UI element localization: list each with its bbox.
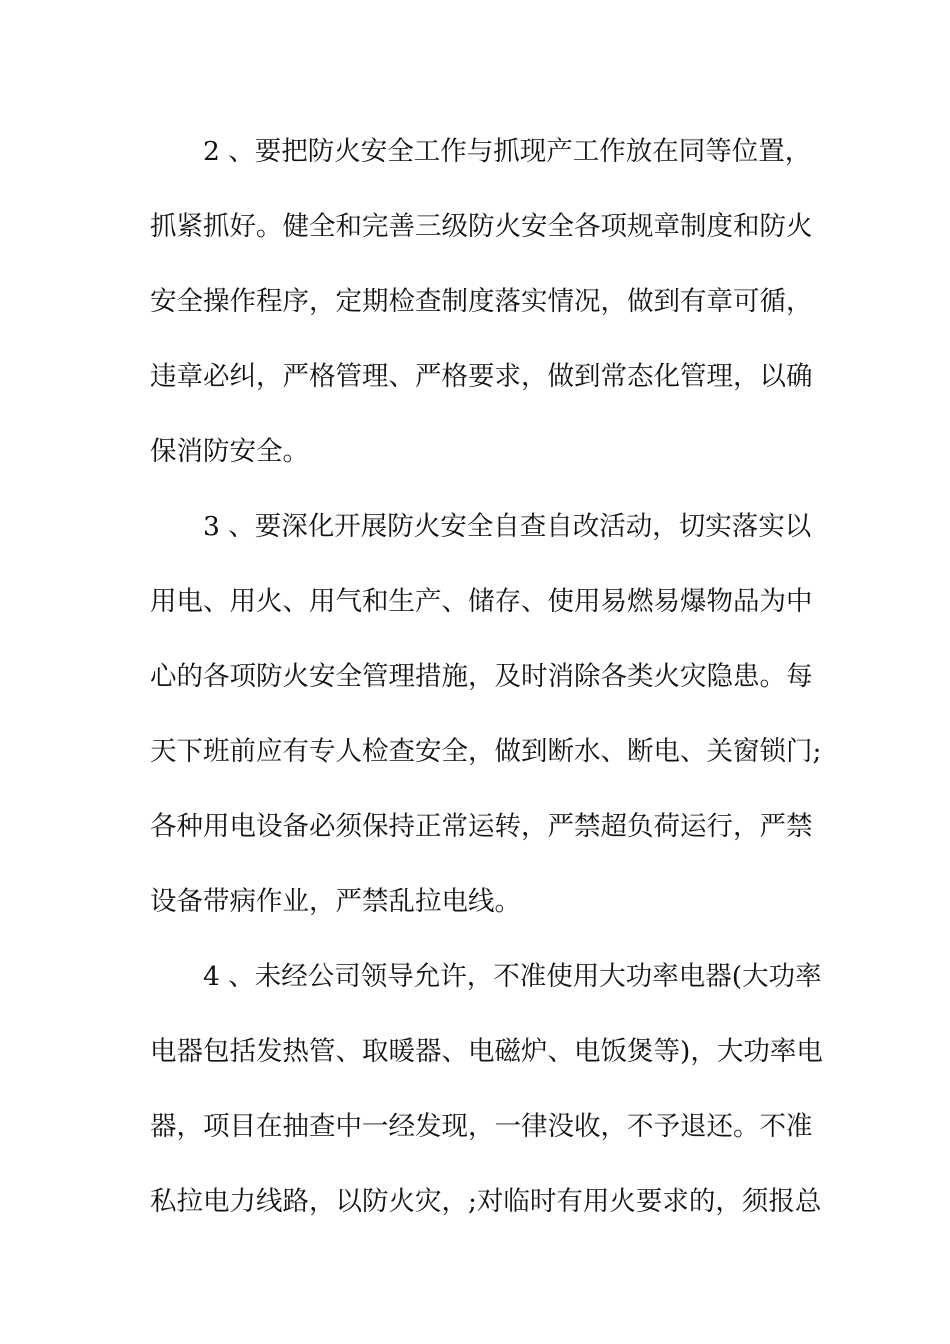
paragraph-2-line-4: 违章必纠，严格管理、严格要求，做到常态化管理，以确	[150, 361, 813, 392]
paragraph-3-line-3: 心的各项防火安全管理措施，及时消除各类火灾隐患。每	[150, 661, 813, 692]
paragraph-3-line-4: 天下班前应有专人检查安全，做到断水、断电、关窗锁门;	[150, 736, 822, 767]
paragraph-4-line-3: 器，项目在抽查中一经发现，一律没收，不予退还。不准	[150, 1111, 813, 1142]
paragraph-2-line-3: 安全操作程序，定期检查制度落实情况，做到有章可循，	[150, 286, 813, 317]
paragraph-4-line-4: 私拉电力线路，以防火灾，;对临时有用火要求的，须报总	[150, 1186, 822, 1217]
paragraph-4-line-1: 4 、未经公司领导允许，不准使用大功率电器(大功率	[203, 961, 822, 992]
paragraph-2-line-1: 2 、要把防火安全工作与抓现产工作放在同等位置，	[203, 136, 812, 167]
paragraph-2-line-2: 抓紧抓好。健全和完善三级防火安全各项规章制度和防火	[150, 211, 813, 242]
paragraph-3-line-1: 3 、要深化开展防火安全自查自改活动，切实落实以	[203, 511, 812, 542]
paragraph-2-line-5: 保消防安全。	[150, 436, 309, 467]
paragraph-3-line-2: 用电、用火、用气和生产、储存、使用易燃易爆物品为中	[150, 586, 813, 617]
paragraph-3-line-6: 设备带病作业，严禁乱拉电线。	[150, 886, 521, 917]
paragraph-3-line-5: 各种用电设备必须保持正常运转，严禁超负荷运行，严禁	[150, 811, 813, 842]
paragraph-4-line-2: 电器包括发热管、取暖器、电磁炉、电饭煲等)，大功率电	[150, 1036, 823, 1067]
